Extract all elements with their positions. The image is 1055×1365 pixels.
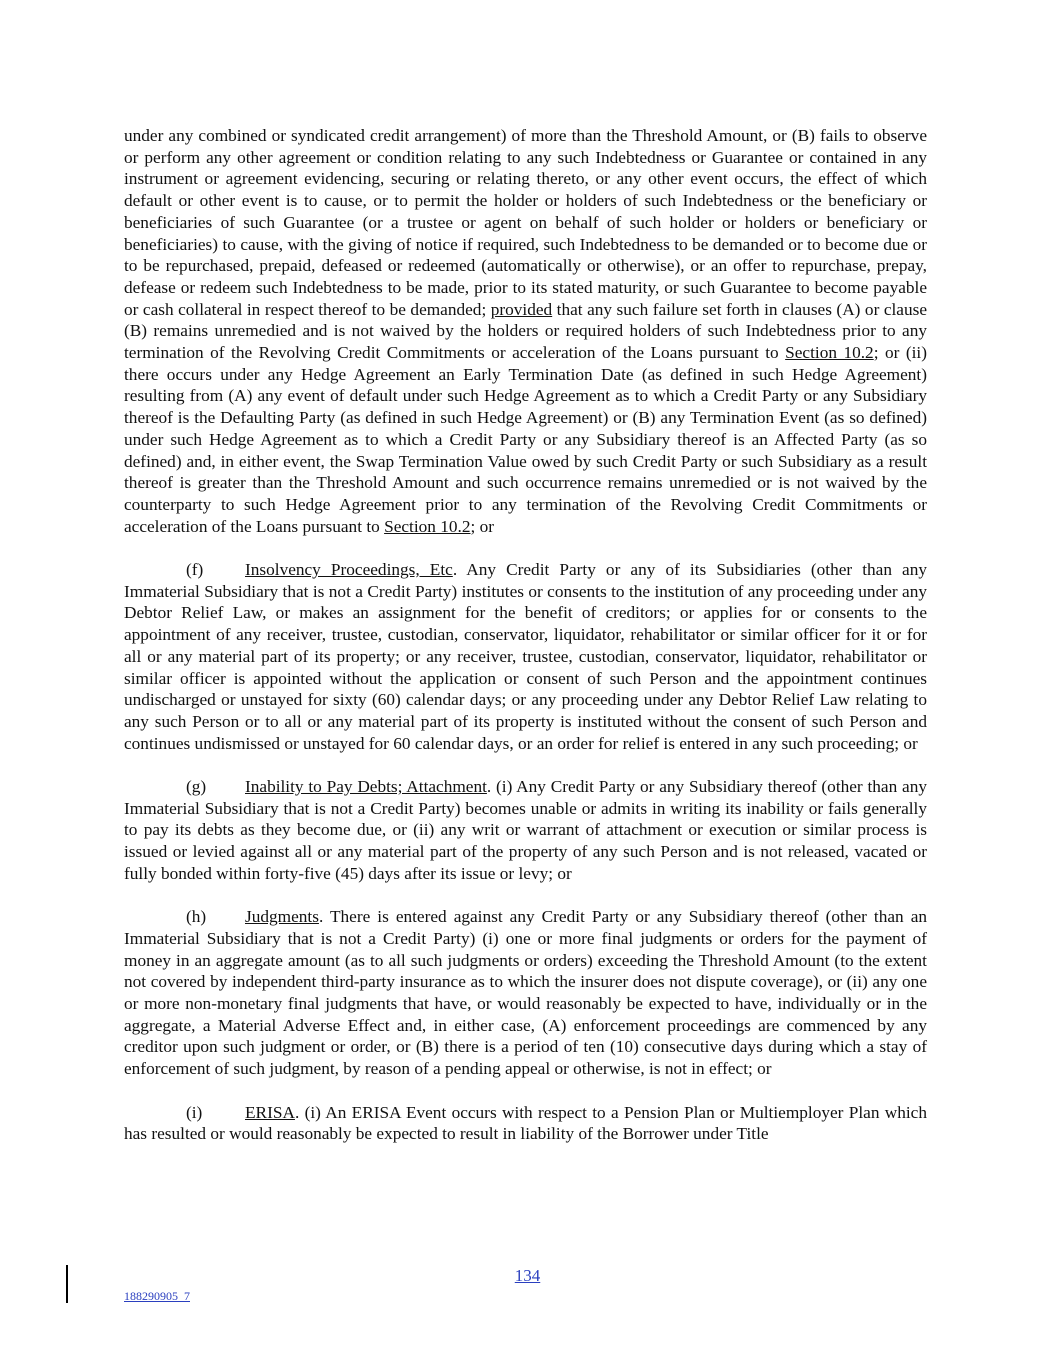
clause-h	[124, 906, 927, 1080]
document-id[interactable]: 188290905_7	[124, 1289, 190, 1303]
document-body	[124, 125, 927, 1167]
paragraph-text: ; or	[470, 516, 495, 536]
provided-term: provided	[490, 299, 553, 319]
section-reference-link[interactable]: Section 10.2	[785, 343, 874, 363]
clause-number: (f)	[186, 560, 204, 580]
paragraph-continuation	[124, 125, 927, 537]
clause-f	[124, 559, 927, 754]
clause-heading: Insolvency Proceedings, Etc	[245, 560, 453, 580]
clause-g	[124, 776, 927, 885]
page-number[interactable]: 134	[514, 1266, 541, 1285]
clause-number: (g)	[186, 777, 207, 797]
clause-text: . Any Credit Party or any of its Subsidiaries (other than any Immaterial Subsidiary that is not a Credit Party) institutes or consents to the institution of any proceeding under any Debtor Relief Law, or makes an assignment for the benefit of creditors; or applies for or consents to the appointment of any receiver, trustee, custodian, conservator, liquidator, rehabilitator or similar officer for it or for all or any material part of its property; or any receiver, trustee, custodian, conservator, liquidator, rehabilitator or similar officer is appointed without the application or consent of such Person and the appointment continues undischarged or unstayed for sixty (60) calendar days; or any proceeding under any Debtor Relief Law relating to any such Person or to all or any material part of its property is instituted without the consent of such Person and continues undismissed or unstayed for 60 calendar days, or an order for relief is entered in any such proceeding; or	[124, 560, 928, 753]
clause-i	[124, 1102, 927, 1145]
clause-number: (h)	[186, 907, 207, 927]
paragraph-text: that any such failure set forth in clauses (A) or clause (B) remains unremedied and is not waived by the holders or required holders of such Indebtedness prior to any termination of the Revolving Credit Commitments or acceleration of the Loans pursuant to	[124, 299, 927, 363]
paragraph-text: ; or (ii) there occurs under any Hedge Agreement an Early Termination Date (as defined in such Hedge Agreement) resulting from (A) any event of default under such Hedge Agreement as to which a Credit Party or any Subsidiary thereof is the Defaulting Party (as defined in such Hedge Agreement) or (B) any Termination Event (as so defined) under such Hedge Agreement as to which a Credit Party or any Subsidiary thereof is an Affected Party (as so defined) and, in either event, the Swap Termination Value owed by such Credit Party or such Subsidiary as a result thereof is greater than the Threshold Amount and such occurrence remains unremedied or is not waived by the counterparty to such Hedge Agreement prior to any termination of the Revolving Credit Commitments or acceleration of the Loans pursuant to	[124, 343, 927, 536]
clause-text: . (i) An ERISA Event occurs with respect to a Pension Plan or Multiemployer Plan which has resulted or would reasonably be expected to result in liability of the Borrower under Title	[124, 1102, 927, 1144]
clause-number: (i)	[186, 1102, 203, 1122]
clause-heading: Judgments	[245, 907, 319, 927]
clause-heading: Inability to Pay Debts; Attachment	[245, 777, 487, 797]
paragraph-text: under any combined or syndicated credit arrangement) of more than the Threshold Amount, or (B) fails to observe or perform any other agreement or condition relating to any such Indebtedness or Guarantee or contained in any instrument or agreement evidencing, securing or relating thereto, or any other event occurs, the effect of which default or other event is to cause, or to permit the holder or holders of such Indebtedness or the beneficiary or beneficiaries of such Guarantee (or a trustee or agent on behalf of such holder or holders or beneficiary or beneficiaries) to cause, with the giving of notice if required, such Indebtedness to be demanded or to become due or to be repurchased, prepaid, defeased or redeemed (automatically or otherwise), or an offer to repurchase, prepay, defease or redeem such Indebtedness to be made, prior to its stated maturity, or such Guarantee to become payable or cash collateral in respect thereof to be demanded;	[124, 126, 927, 319]
clause-text: . There is entered against any Credit Party or any Subsidiary thereof (other than an Immaterial Subsidiary that is not a Credit Party) (i) one or more final judgments or orders for the payment of money in an aggregate amount (as to all such judgments or orders) exceeding the Threshold Amount (to the extent not covered by independent third-party insurance as to which the insurer does not dispute coverage), or (ii) any one or more non-monetary final judgments that have, or would reasonably be expected to have, individually or in the aggregate, a Material Adverse Effect and, in either case, (A) enforcement proceedings are commenced by any creditor upon such judgment or order, or (B) there is a period of ten (10) consecutive days during which a stay of enforcement of such judgment, by reason of a pending appeal or otherwise, is not in effect; or	[124, 907, 927, 1079]
section-reference-link[interactable]: Section 10.2	[384, 516, 471, 536]
clause-heading: ERISA	[245, 1102, 295, 1122]
clause-text: . (i) Any Credit Party or any Subsidiary thereof (other than any Immaterial Subsidiary that is not a Credit Party) becomes unable or admits in writing its inability or fails generally to pay its debts as they become due, or (ii) any writ or warrant of attachment or execution or similar process is issued or levied against all or any material part of the property of any such Person and is not released, vacated or fully bonded within forty-five (45) days after its issue or levy; or	[124, 777, 927, 883]
